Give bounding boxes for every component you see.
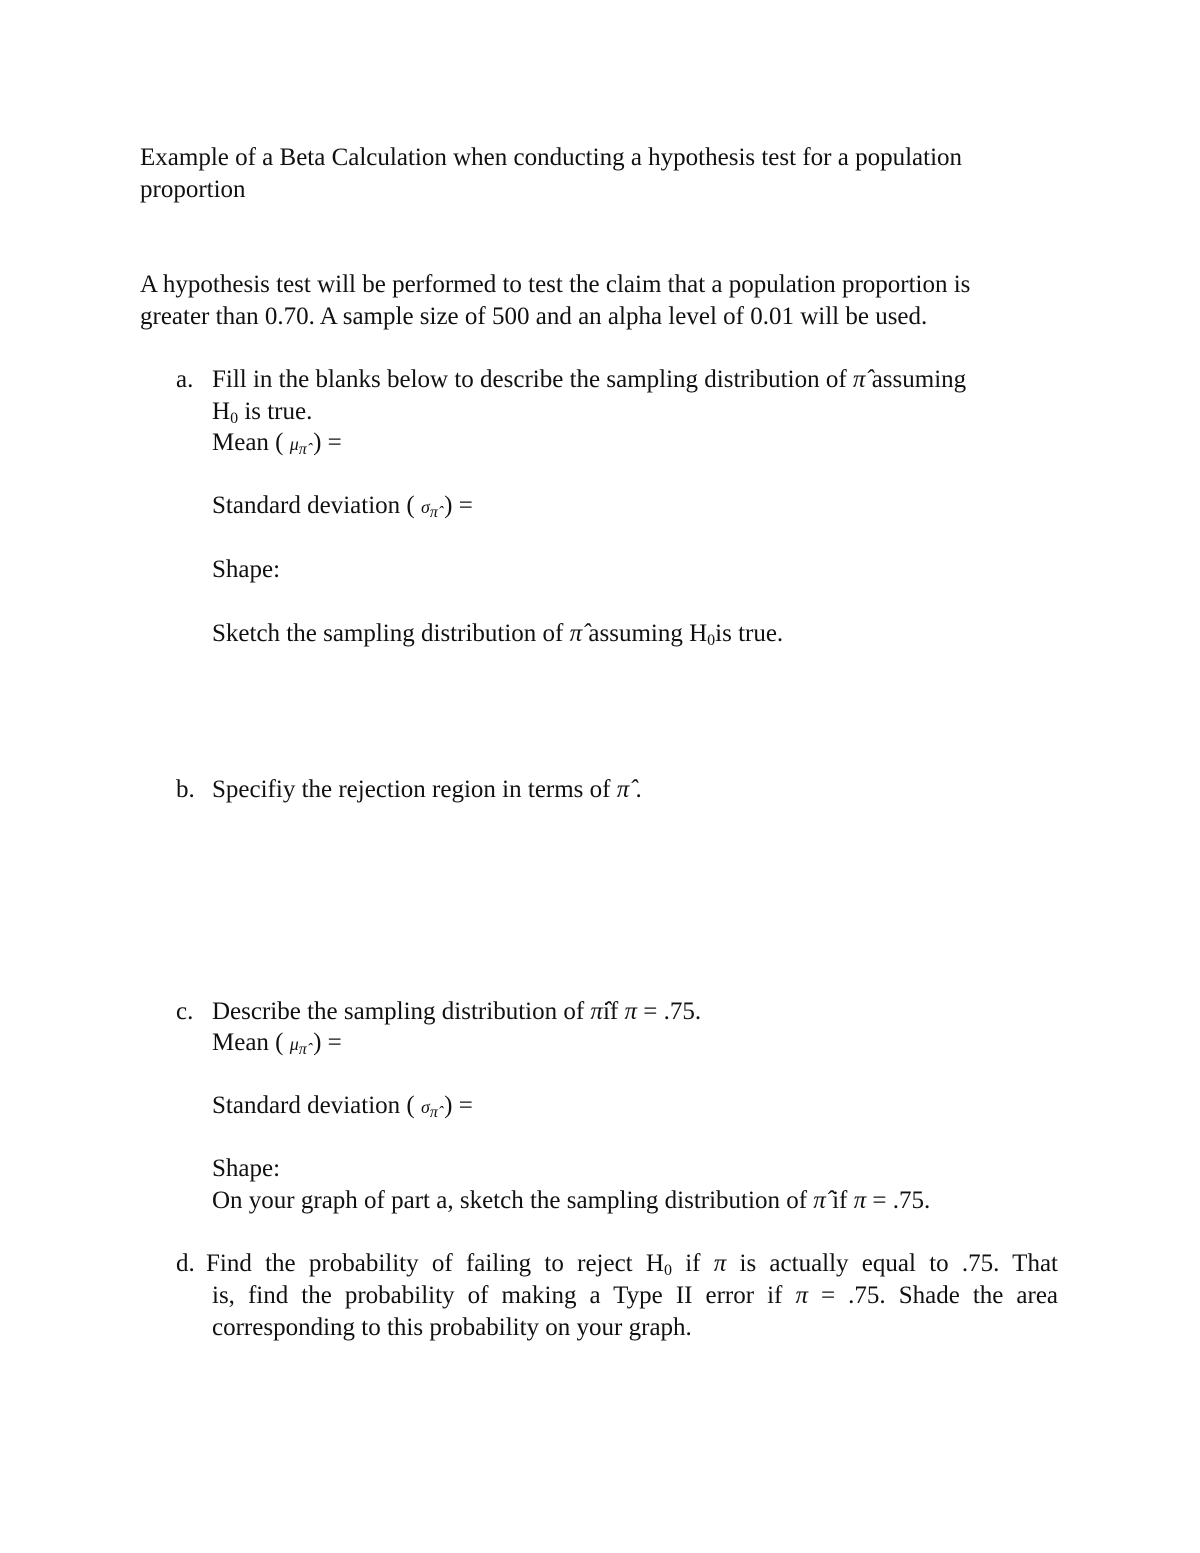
h-subscript: 0	[707, 632, 716, 649]
mean-label: Mean (	[212, 429, 284, 456]
h-symbol: H	[212, 398, 231, 425]
intro-line-2: greater than 0.70. A sample size of 500 and an alpha level of 0.01 will be used.	[140, 303, 928, 330]
pi-hat-symbol: π̂	[569, 620, 583, 647]
sd-label: Standard deviation (	[212, 1092, 415, 1119]
part-d-line-2	[212, 1280, 1058, 1312]
part-c-sd-line	[212, 1090, 473, 1125]
mu-subscript-pi-hat: π̂	[298, 1041, 307, 1058]
sd-equals: ) =	[444, 492, 473, 519]
part-a-shape-line: Shape:	[212, 556, 281, 583]
part-a-letter: a.	[176, 366, 194, 393]
sigma-symbol: σ	[420, 497, 430, 517]
pi-symbol: π	[853, 1187, 867, 1214]
graph-end: = .75.	[872, 1187, 931, 1214]
sketch-mid: assuming H	[588, 620, 708, 647]
mean-equals: ) =	[313, 429, 342, 456]
graph-text: On your graph of part a, sketch the sampling distribution of	[212, 1187, 808, 1214]
h-subscript: 0	[230, 410, 239, 427]
part-b-line	[212, 774, 642, 806]
sd-label: Standard deviation (	[212, 492, 415, 519]
part-c-mean-line	[212, 1027, 342, 1062]
part-d-letter: d.	[176, 1250, 195, 1277]
part-c-end: = .75.	[643, 998, 702, 1025]
h-subscript: 0	[663, 1262, 672, 1279]
part-d-line-1	[206, 1248, 1058, 1283]
part-a-mean-line	[212, 427, 342, 462]
part-a-sketch-line	[212, 618, 783, 653]
part-a-line-2	[212, 396, 312, 431]
part-c-text: Describe the sampling distribution of	[212, 998, 585, 1025]
pi-hat-symbol: π̂	[852, 366, 866, 393]
mean-label: Mean (	[212, 1029, 284, 1056]
pi-symbol: π	[713, 1250, 727, 1277]
part-a-line-1-text: Fill in the blanks below to describe the sampling distribution of	[212, 366, 847, 393]
part-b-end: .	[635, 776, 642, 803]
part-d-end-2: = .75. Shade the area	[821, 1282, 1059, 1309]
part-d-line-3: corresponding to this probability on your graph.	[212, 1314, 692, 1341]
part-a-line-2-end: is true.	[244, 398, 313, 425]
part-a-sd-line	[212, 490, 473, 525]
title-line-2: proportion	[140, 176, 246, 203]
part-c-letter: c.	[176, 998, 194, 1025]
mu-symbol: μ	[289, 434, 299, 454]
sd-equals: ) =	[444, 1092, 473, 1119]
part-d-end-1: is actually equal to .75. That	[739, 1250, 1058, 1277]
part-d-if: if	[685, 1250, 701, 1277]
part-d-text-1: Find the probability of failing to reject H	[206, 1250, 664, 1277]
sketch-text: Sketch the sampling distribution of	[212, 620, 564, 647]
graph-if: if	[832, 1187, 848, 1214]
sigma-symbol: σ	[420, 1097, 430, 1117]
pi-hat-symbol: π̂	[590, 998, 603, 1025]
intro-line-1: A hypothesis test will be performed to test the claim that a population proportion is	[140, 271, 971, 298]
mu-subscript-pi-hat: π̂	[298, 441, 307, 458]
pi-hat-symbol: π̂	[813, 1187, 826, 1214]
sketch-end: is true.	[715, 620, 784, 647]
part-d-text-2: is, find the probability of making a Type II error if	[212, 1282, 783, 1309]
part-a-line-1	[212, 364, 966, 396]
pi-hat-symbol: π̂	[616, 776, 630, 803]
title-line-1: Example of a Beta Calculation when conducting a hypothesis test for a population	[140, 144, 963, 171]
sigma-subscript-pi-hat: π̂	[429, 1104, 438, 1121]
part-c-shape-line: Shape:	[212, 1155, 281, 1182]
part-a-line-1-end: assuming	[871, 366, 967, 393]
part-c-line-1	[212, 996, 701, 1028]
part-b-letter: b.	[176, 776, 195, 803]
part-c-if: if	[602, 998, 619, 1025]
pi-symbol: π	[795, 1282, 808, 1309]
part-b-text: Specifiy the rejection region in terms of	[212, 776, 611, 803]
pi-symbol: π	[624, 998, 637, 1025]
mu-symbol: μ	[289, 1034, 299, 1054]
sigma-subscript-pi-hat: π̂	[429, 504, 438, 521]
mean-equals: ) =	[313, 1029, 342, 1056]
part-c-graph-line	[212, 1185, 930, 1217]
